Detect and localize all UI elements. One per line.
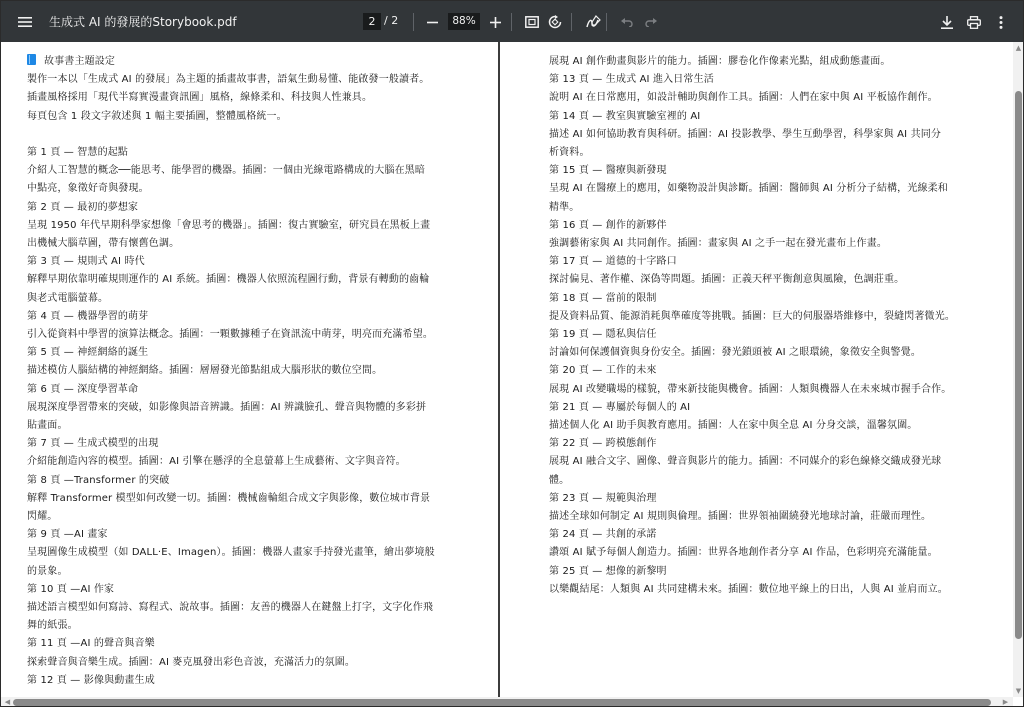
- text-line: [27, 290, 497, 308]
- line-text: 介紹人工智慧的概念──能思考、能學習的機器。插圖：一個由光線電路構成的大腦在黑暗: [27, 165, 426, 177]
- line-text: 閃耀。: [27, 511, 58, 523]
- line-text: 探討偏見、著作權、深偽等問題。插圖：正義天秤平衡創意與風險，色調莊重。: [549, 274, 905, 286]
- text-line: [27, 162, 497, 180]
- line-text: 第 2 頁 — 最初的夢想家: [27, 201, 139, 213]
- line-text: 第 9 頁 —AI 畫家: [27, 529, 108, 541]
- text-line: [549, 417, 979, 435]
- text-line: [549, 308, 979, 326]
- line-text: 第 21 頁 — 專屬於每個人的 AI: [549, 401, 691, 413]
- line-text: 第 20 頁 — 工作的未來: [549, 365, 657, 377]
- line-text: 展現 AI 創作動畫與影片的能力。插圖：膠卷化作像素光點，組成動態畫面。: [549, 56, 891, 67]
- line-text: 第 7 頁 — 生成式模型的出現: [27, 438, 159, 450]
- line-text: 第 22 頁 — 跨模態創作: [549, 438, 657, 450]
- text-line: [27, 453, 497, 471]
- download-icon[interactable]: [934, 9, 960, 35]
- text-line: [27, 490, 497, 508]
- undo-icon[interactable]: [614, 9, 640, 35]
- text-line: [549, 435, 979, 453]
- text-line: [27, 199, 497, 217]
- line-text: 故事書主題設定: [44, 56, 116, 67]
- text-line: [27, 144, 497, 162]
- text-line: [549, 563, 979, 581]
- text-line: [27, 253, 497, 271]
- text-line: [549, 508, 979, 526]
- line-text: 第 23 頁 — 規範與治理: [549, 492, 657, 504]
- line-text: 展現 AI 融合文字、圖像、聲音與影片的能力。插圖：不同媒介的彩色線條交織成發光球: [549, 456, 942, 468]
- text-line: [27, 381, 497, 399]
- line-text: 呈現 AI 在醫療上的應用，如藥物設計與診斷。插圖：醫師與 AI 分析分子結構，光線柔和: [549, 183, 948, 195]
- rotate-icon[interactable]: [542, 9, 568, 35]
- text-line: [27, 399, 497, 417]
- line-text: 貼畫面。: [27, 420, 68, 432]
- line-text: 與老式電腦螢幕。: [27, 292, 109, 304]
- text-line: [549, 581, 979, 599]
- section-heading: [27, 53, 497, 71]
- text-line: [549, 526, 979, 544]
- text-line: [27, 472, 497, 490]
- redo-icon[interactable]: [638, 9, 664, 35]
- text-line: [27, 417, 497, 435]
- line-text: 第 19 頁 — 隱私與信任: [549, 329, 657, 341]
- print-icon[interactable]: [961, 9, 987, 35]
- line-text: 出機械大腦草圖，帶有懷舊色調。: [27, 238, 180, 250]
- page-count: [384, 14, 398, 27]
- text-line: [549, 381, 979, 399]
- text-line: [549, 71, 979, 89]
- text-line: [27, 108, 497, 126]
- text-line: [549, 217, 979, 235]
- text-line: [27, 672, 497, 690]
- text-line: [549, 144, 979, 162]
- line-text: 展現 AI 改變職場的樣貌，帶來新技能與機會。插圖：人類與機器人在未來城市握手合作。: [549, 383, 952, 395]
- page-separator: /: [384, 14, 388, 27]
- book-icon: [27, 54, 36, 65]
- document-title: 生成式 AI 的發展的Storybook.pdf: [49, 15, 237, 29]
- line-text: 描述語言模型如何寫詩、寫程式、說故事。插圖：友善的機器人在鍵盤上打字，文字化作飛: [27, 602, 433, 614]
- text-line: [27, 599, 497, 617]
- text-line: [27, 71, 497, 89]
- line-text: 描述全球如何制定 AI 規則與倫理。插圖：世界領袖圍繞發光地球討論，莊嚴而理性。: [549, 511, 932, 523]
- line-text: 第 4 頁 — 機器學習的萌芽: [27, 310, 149, 322]
- line-text: 引入從資料中學習的演算法概念。插圖：一顆數據種子在資訊流中萌芽，明亮而充滿希望。: [27, 329, 433, 341]
- line-text: 製作一本以「生成式 AI 的發展」為主題的插畫故事書，語氣生動易懂、能啟發一般讀者。: [27, 74, 430, 86]
- line-text: 說明 AI 在日常應用，如設計輔助與創作工具。插圖：人們在家中與 AI 平板協作創作。: [549, 92, 938, 104]
- line-text: 強調藝術家與 AI 共同創作。插圖：畫家與 AI 之手一起在發光畫布上作畫。: [549, 238, 887, 250]
- line-text: 第 11 頁 —AI 的聲音與音樂: [27, 638, 155, 650]
- text-line: [549, 326, 979, 344]
- line-text: 第 6 頁 — 深度學習革命: [27, 383, 139, 395]
- line-text: 第 13 頁 — 生成式 AI 進入日常生活: [549, 74, 714, 86]
- text-line: [549, 199, 979, 217]
- text-line: [27, 89, 497, 107]
- line-text: 描述 AI 如何協助教育與科研。插圖：AI 投影教學、學生互動學習，科學家與 AI 共同分: [549, 128, 942, 140]
- text-line: [549, 453, 979, 471]
- text-line: [549, 271, 979, 289]
- page-divider: [498, 42, 500, 697]
- scroll-up-icon[interactable]: ▲: [1015, 44, 1022, 52]
- text-line: [27, 526, 497, 544]
- line-text: 探索聲音與音樂生成。插圖：AI 麥克風發出彩色音波，充滿活力的氛圍。: [27, 656, 356, 668]
- toolbar-divider: [606, 13, 607, 31]
- line-text: 第 14 頁 — 教室與實驗室裡的 AI: [549, 110, 701, 122]
- text-line: [27, 326, 497, 344]
- text-line: [549, 362, 979, 380]
- line-text: 第 15 頁 — 醫療與新發現: [549, 165, 667, 177]
- text-line: [549, 399, 979, 417]
- text-line: [27, 544, 497, 562]
- line-text: 展現深度學習帶來的突破，如影像與語音辨識。插圖：AI 辨識臉孔、聲音與物體的多彩拼: [27, 401, 427, 413]
- text-line: [549, 472, 979, 490]
- text-line: [549, 162, 979, 180]
- text-line: [27, 344, 497, 362]
- text-line: [549, 235, 979, 253]
- text-line: [549, 53, 979, 71]
- text-line: [27, 654, 497, 672]
- line-text: 體。: [549, 474, 570, 486]
- line-text: 第 24 頁 — 共創的承諾: [549, 529, 657, 541]
- line-text: 第 10 頁 —AI 作家: [27, 583, 115, 595]
- pdf-toolbar: [1, 1, 1023, 42]
- text-line: [27, 581, 497, 599]
- right-page-content: [549, 53, 979, 599]
- text-line: [549, 344, 979, 362]
- text-line: [27, 217, 497, 235]
- text-line: [549, 180, 979, 198]
- line-text: 第 25 頁 — 想像的新黎明: [549, 565, 667, 577]
- line-text: 析資料。: [549, 147, 590, 159]
- text-line: [27, 308, 497, 326]
- line-text: 第 5 頁 — 神經網絡的誕生: [27, 347, 149, 359]
- text-line: [549, 544, 979, 562]
- text-line: [27, 362, 497, 380]
- line-text: 第 1 頁 — 智慧的起點: [27, 147, 129, 158]
- text-line: [27, 635, 497, 653]
- zoom-out-icon[interactable]: [419, 9, 445, 35]
- line-text: 介紹能創造內容的模型。插圖：AI 引擎在懸浮的全息螢幕上生成藝術、文字與音符。: [27, 456, 406, 468]
- line-text: 提及資料品質、能源消耗與準確度等挑戰。插圖：巨大的伺服器塔維修中，裂縫閃著微光。: [549, 310, 955, 322]
- toolbar-divider: [511, 13, 512, 31]
- line-text: 第 18 頁 — 當前的限制: [549, 292, 657, 304]
- text-line: [549, 108, 979, 126]
- line-text: 描述個人化 AI 助手與教育應用。插圖：人在家中與全息 AI 分身交談，溫馨氛圍。: [549, 420, 918, 432]
- toolbar-divider: [571, 13, 572, 31]
- line-text: 第 17 頁 — 道德的十字路口: [549, 256, 677, 268]
- line-text: 解釋早期依靠明確規則運作的 AI 系統。插圖：機器人依照流程圖行動，背景有轉動的齒輪: [27, 274, 430, 286]
- scroll-right-icon[interactable]: ▶: [1002, 698, 1009, 706]
- text-line: [549, 253, 979, 271]
- line-text: 解釋 Transformer 模型如何改變一切。插圖：機械齒輪組合成文字與影像，數位城市背景: [27, 492, 431, 504]
- text-line: [549, 490, 979, 508]
- left-page-content: [27, 53, 497, 690]
- vertical-scroll-thumb[interactable]: [1015, 91, 1022, 639]
- text-line: [27, 508, 497, 526]
- total-pages: 2: [391, 14, 399, 27]
- text-line: [27, 180, 497, 198]
- zoom-in-icon[interactable]: [482, 9, 508, 35]
- line-text: 插畫風格採用「現代半寫實漫畫資訊圖」風格，線條柔和、科技與人性兼具。: [27, 92, 373, 104]
- line-text: 第 16 頁 — 創作的新夥伴: [549, 219, 667, 231]
- text-line: [549, 126, 979, 144]
- line-text: 舞的紙張。: [27, 620, 78, 632]
- text-line: [27, 235, 497, 253]
- scroll-left-icon[interactable]: ◀: [4, 698, 11, 706]
- line-text: 第 8 頁 —Transformer 的突破: [27, 474, 170, 486]
- toolbar-divider: [413, 13, 414, 31]
- menu-icon[interactable]: [12, 9, 38, 35]
- line-text: 每頁包含 1 段文字敘述與 1 幅主要插圖，整體風格統一。: [27, 110, 287, 122]
- scroll-down-icon[interactable]: ▼: [1015, 687, 1022, 695]
- line-text: 第 3 頁 — 規則式 AI 時代: [27, 256, 145, 268]
- line-text: 描述模仿人腦結構的神經網絡。插圖：層層發光節點組成大腦形狀的數位空間。: [27, 365, 383, 377]
- text-line: [27, 617, 497, 635]
- horizontal-scroll-thumb[interactable]: [13, 699, 991, 706]
- line-text: 的景象。: [27, 565, 68, 577]
- line-text: 精準。: [549, 201, 580, 213]
- text-line: [549, 290, 979, 308]
- line-text: 呈現 1950 年代早期科學家想像「會思考的機器」。插圖：復古實驗室，研究員在黑板上畫: [27, 219, 431, 231]
- line-text: 討論如何保護個資與身份安全。插圖：發光鎖頭被 AI 之眼環繞，象徵安全與警覺。: [549, 347, 921, 359]
- text-line: [27, 563, 497, 581]
- zoom-level-input[interactable]: 88%: [448, 13, 480, 30]
- annotate-icon[interactable]: [580, 9, 606, 35]
- text-line: [27, 271, 497, 289]
- line-text: 呈現圖像生成模型（如 DALL·E、Imagen）。插圖：機器人畫家手持發光畫筆，繪出夢境般: [27, 547, 435, 559]
- line-text: 讚頌 AI 賦予每個人創造力。插圖：世界各地創作者分享 AI 作品，色彩明亮充滿能量。: [549, 547, 938, 559]
- more-icon[interactable]: [988, 9, 1014, 35]
- line-text: 第 12 頁 — 影像與動畫生成: [27, 674, 155, 686]
- line-text: 以樂觀結尾：人類與 AI 共同建構未來。插圖：數位地平線上的日出，人與 AI 並肩而立。: [549, 583, 948, 595]
- blank-line: [27, 126, 497, 144]
- text-line: [549, 89, 979, 107]
- text-line: [27, 435, 497, 453]
- current-page-input[interactable]: 2: [363, 13, 381, 30]
- line-text: 中點亮，象徵好奇與發現。: [27, 183, 149, 195]
